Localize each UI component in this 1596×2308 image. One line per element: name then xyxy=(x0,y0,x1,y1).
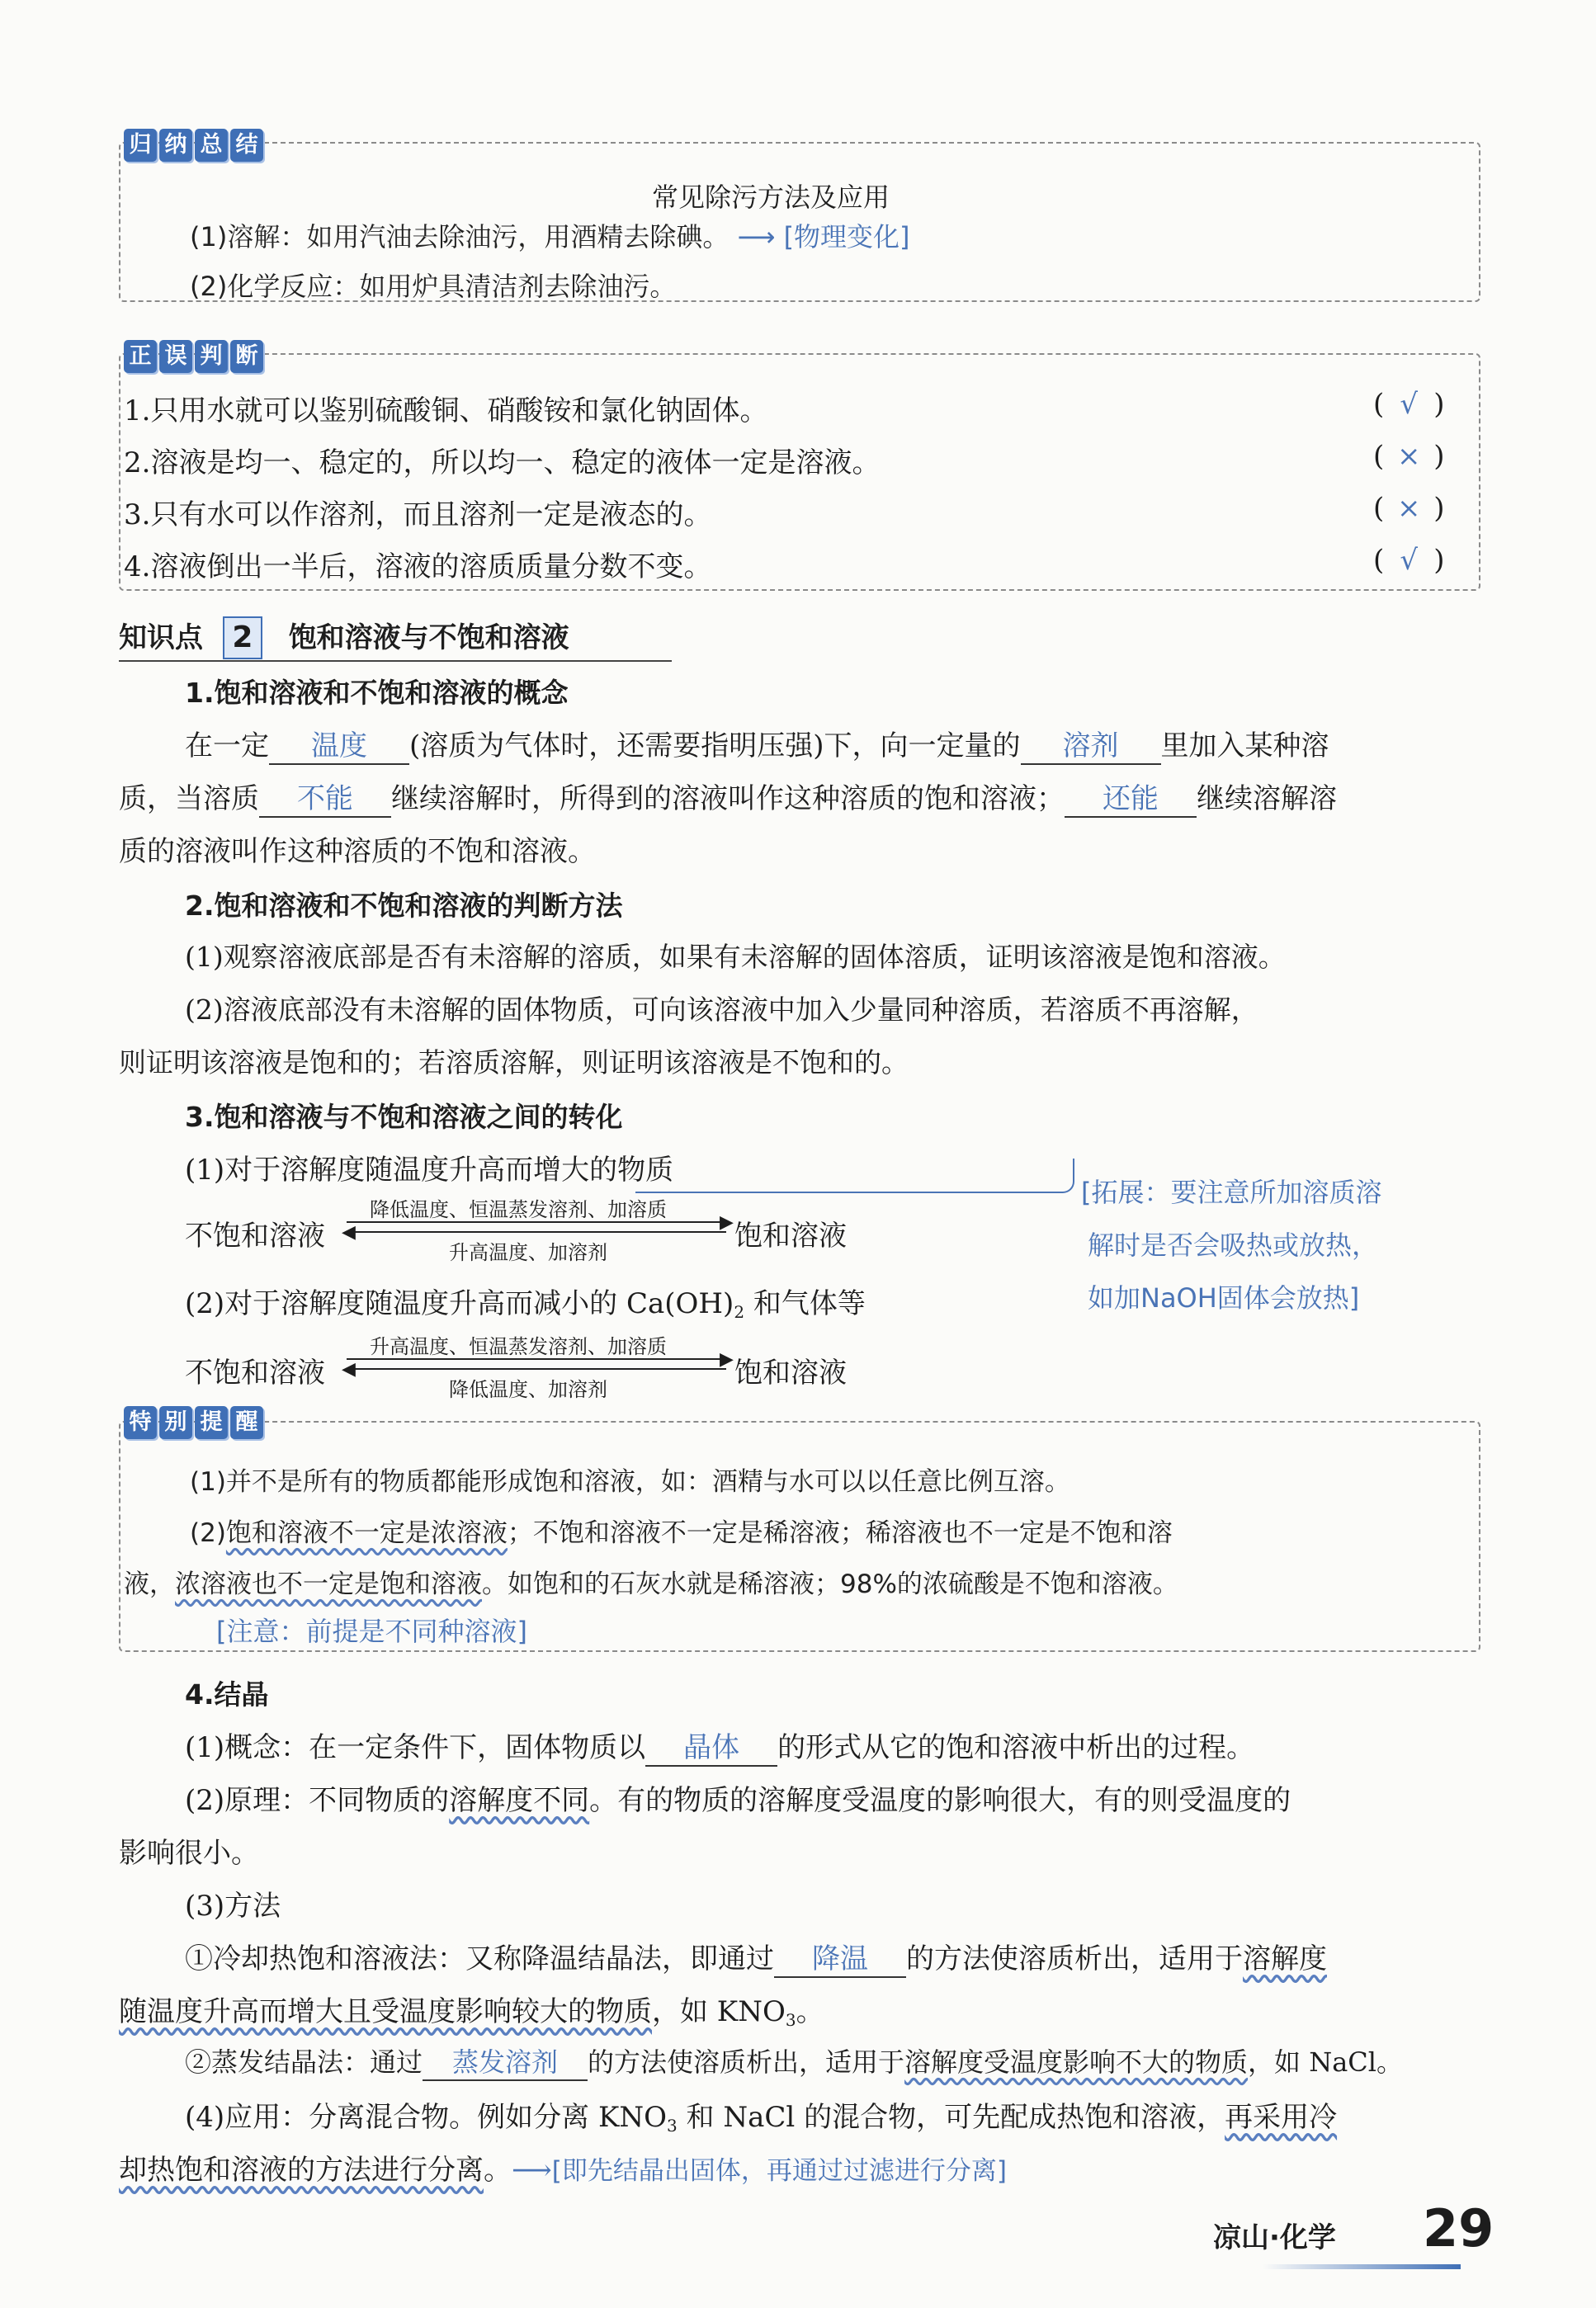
arrow-head-left-icon: ◀ xyxy=(342,1222,356,1243)
conv1-top-label: 降低温度、恒温蒸发溶剂、加溶质 xyxy=(370,1198,667,1221)
extension-note-1: [拓展：要注意所加溶质溶 xyxy=(1081,1177,1382,1208)
conv1-right: 饱和溶液 xyxy=(734,1220,847,1253)
conv2-left: 不饱和溶液 xyxy=(185,1357,325,1390)
tag-char: 断 xyxy=(230,340,263,373)
summary-title: 常见除污方法及应用 xyxy=(652,182,890,213)
arrow-head-right-icon: ▶ xyxy=(720,1349,734,1370)
section-1-heading: 1.饱和溶液和不饱和溶液的概念 xyxy=(185,677,569,709)
tag-char: 正 xyxy=(124,340,157,373)
remind-line-2: (2)饱和溶液不一定是浓溶液；不饱和溶液不一定是稀溶液；稀溶液也不一定是不饱和溶 xyxy=(190,1518,1173,1548)
kp-number: 2 xyxy=(223,616,262,659)
summary-line-1-text: (1)溶解：如用汽油去除油污，用酒精去除碘。 xyxy=(190,221,730,253)
tag-char: 特 xyxy=(124,1406,157,1439)
s4-application: (4)应用：分离混合物。例如分离 $KNO_3$ 和 NaCl 的混合物，可先配成热饱和溶液，再采用冷 xyxy=(185,2101,1338,2136)
judge-item: 4.溶液倒出一半后，溶液的溶质质量分数不变。 xyxy=(124,550,712,583)
answer-blank: 溶剂 xyxy=(1021,723,1161,765)
tag-char: 判 xyxy=(195,340,228,373)
summary-note: [物理变化] xyxy=(783,221,910,253)
tag-char: 归 xyxy=(124,129,157,162)
s4-application-cont: 却热饱和溶液的方法进行分离。⟶[即先结晶出固体，再通过过滤进行分离] xyxy=(119,2154,1007,2187)
tag-char: 提 xyxy=(195,1406,228,1439)
conv1-left: 不饱和溶液 xyxy=(185,1220,325,1253)
answer-blank: 还能 xyxy=(1065,776,1197,818)
judge-answer: ( √ ) xyxy=(1373,388,1445,421)
arrow-icon: ⟶ xyxy=(512,2154,552,2187)
knowledge-point-header xyxy=(119,615,569,659)
s4-principle: (2)原理：不同物质的溶解度不同。有的物质的溶解度受温度的影响很大，有的则受温度的 xyxy=(185,1784,1291,1817)
remind-note: [注意：前提是不同种溶液] xyxy=(216,1616,527,1647)
s4-method-2: ②蒸发结晶法：通过 蒸发溶剂 的方法使溶质析出，适用于溶解度受温度影响不大的物质，如 NaCl。 xyxy=(185,2041,1403,2081)
tag-char: 别 xyxy=(159,1406,192,1439)
summary-line-2: (2)化学反应：如用炉具清洁剂去除油污。 xyxy=(190,271,677,302)
tag-char: 纳 xyxy=(159,129,192,162)
s4-method-1: ①冷却热饱和溶液法：又称降温结晶法，即通过 降温 的方法使溶质析出，适用于溶解度 xyxy=(185,1936,1327,1978)
judge-item: 2.溶液是均一、稳定的，所以均一、稳定的液体一定是溶液。 xyxy=(124,446,881,479)
s2-para-2b: 则证明该溶液是饱和的；若溶质溶解，则证明该溶液是不饱和的。 xyxy=(119,1046,909,1078)
s1-line-1: 在一定 温度 (溶质为气体时，还需要指明压强)下，向一定量的 溶剂 里加入某种溶 xyxy=(185,723,1329,765)
s4-method-1-cont: 随温度升高而增大且受温度影响较大的物质，如 $KNO_3$。 xyxy=(119,1995,824,2030)
kp-label: 知识点 xyxy=(119,621,203,654)
tag-char: 结 xyxy=(230,129,263,162)
arrow-icon: ⟶ xyxy=(737,221,776,253)
remind-line-1: (1)并不是所有的物质都能形成饱和溶液，如：酒精与水可以以任意比例互溶。 xyxy=(190,1467,1070,1497)
summary-tag xyxy=(124,129,263,162)
check-icon: √ xyxy=(1400,544,1419,577)
s2-para-2a: (2)溶液底部没有未溶解的固体物质，可向该溶液中加入少量同种溶质，若溶质不再溶解， xyxy=(185,994,1258,1026)
conv1-back-arrow xyxy=(347,1231,726,1233)
kp-underline xyxy=(119,660,672,662)
s1-line-2: 质，当溶质 不能 继续溶解时，所得到的溶液叫作这种溶质的饱和溶液； 还能 继续溶解溶 xyxy=(119,776,1337,818)
judge-item: 3.只有水可以作溶剂，而且溶剂一定是液态的。 xyxy=(124,498,712,531)
conv2-bottom-label: 降低温度、加溶剂 xyxy=(449,1378,607,1401)
note-connector xyxy=(635,1159,1074,1193)
s4-principle-end: 影响很小。 xyxy=(119,1837,259,1870)
tag-char: 醒 xyxy=(230,1406,263,1439)
conv1-forward-arrow xyxy=(347,1221,726,1223)
page-number: 29 xyxy=(1423,2198,1494,2258)
remind-tag xyxy=(124,1406,263,1439)
s4-methods-heading: (3)方法 xyxy=(185,1890,281,1923)
answer-blank: 不能 xyxy=(259,776,391,818)
remind-line-3: 液，浓溶液也不一定是饱和溶液。如饱和的石灰水就是稀溶液；98%的浓硫酸是不饱和溶液。 xyxy=(124,1569,1178,1599)
arrow-head-left-icon: ◀ xyxy=(342,1359,356,1380)
s1-line-3: 质的溶液叫作这种溶质的不饱和溶液。 xyxy=(119,835,596,868)
tag-char: 误 xyxy=(159,340,192,373)
conv1-bottom-label: 升高温度、加溶剂 xyxy=(449,1241,607,1264)
answer-blank: 蒸发溶剂 xyxy=(423,2041,588,2081)
footer-label: 凉山·化学 xyxy=(1213,2221,1336,2254)
tag-char: 总 xyxy=(195,129,228,162)
section-3-heading: 3.饱和溶液与不饱和溶液之间的转化 xyxy=(185,1101,623,1133)
footer-rule xyxy=(1263,2264,1461,2269)
kp-title: 饱和溶液与不饱和溶液 xyxy=(288,621,569,654)
s2-para-1: (1)观察溶液底部是否有未溶解的溶质，如果有未溶解的固体溶质，证明该溶液是饱和溶液。 xyxy=(185,941,1286,973)
judge-answer: ( × ) xyxy=(1373,440,1445,473)
conv2-back-arrow xyxy=(347,1368,726,1370)
answer-blank: 温度 xyxy=(269,723,409,765)
cross-icon: × xyxy=(1397,492,1421,525)
s3-case-2: (2)对于溶解度随温度升高而减小的 $Ca(OH)_2$ 和气体等 xyxy=(185,1287,866,1322)
summary-line-1 xyxy=(190,216,910,254)
application-note: [即先结晶出固体，再通过过滤进行分离] xyxy=(551,2156,1007,2186)
extension-note-3: 如加NaOH固体会放热] xyxy=(1088,1282,1360,1314)
conv2-top-label: 升高温度、恒温蒸发溶剂、加溶质 xyxy=(370,1335,667,1358)
conv2-right: 饱和溶液 xyxy=(734,1357,847,1390)
cross-icon: × xyxy=(1397,440,1421,473)
answer-blank: 降温 xyxy=(774,1936,906,1978)
judge-tag xyxy=(124,340,263,373)
section-2-heading: 2.饱和溶液和不饱和溶液的判断方法 xyxy=(185,890,623,922)
answer-blank: 晶体 xyxy=(645,1725,777,1767)
extension-note-2: 解时是否会吸热或放热， xyxy=(1088,1230,1379,1261)
conv2-forward-arrow xyxy=(347,1358,726,1360)
s4-concept: (1)概念：在一定条件下，固体物质以 晶体 的形式从它的饱和溶液中析出的过程。 xyxy=(185,1725,1254,1767)
arrow-head-right-icon: ▶ xyxy=(720,1212,734,1233)
check-icon: √ xyxy=(1400,388,1419,421)
judge-answer: ( √ ) xyxy=(1373,544,1445,577)
section-4-heading: 4.结晶 xyxy=(185,1678,269,1711)
s3-case-1: (1)对于溶解度随温度升高而增大的物质 xyxy=(185,1154,674,1187)
judge-answer: ( × ) xyxy=(1373,492,1445,525)
judge-item: 1.只用水就可以鉴别硫酸铜、硝酸铵和氯化钠固体。 xyxy=(124,394,768,427)
